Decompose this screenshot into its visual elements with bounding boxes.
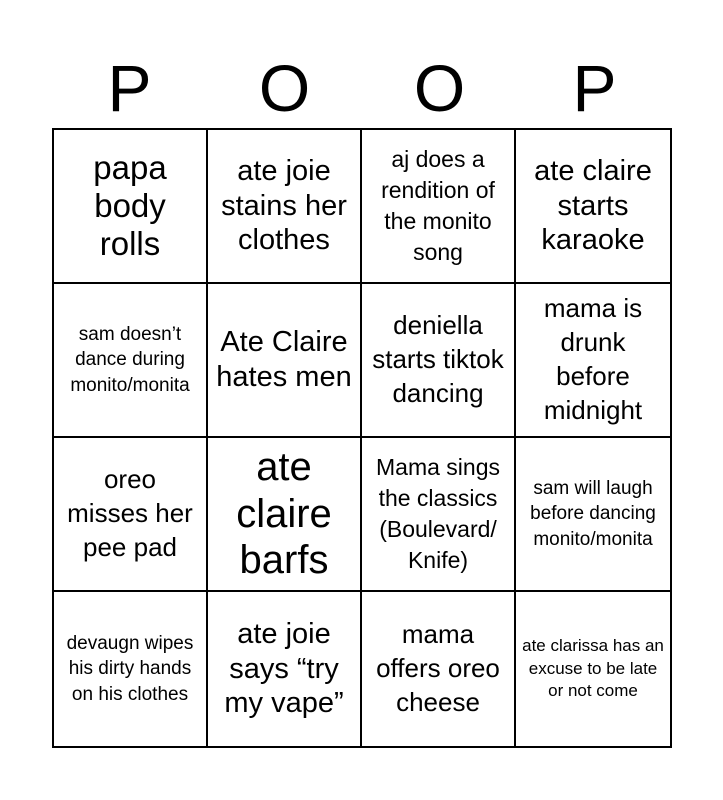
bingo-cell[interactable] xyxy=(362,284,516,438)
bingo-cell-text: papa body rolls xyxy=(93,148,167,263)
bingo-cell-text: devaugn wipes his dirty hands on his clothes xyxy=(66,633,194,705)
header-letter-4: P xyxy=(572,51,617,125)
bingo-cell-text: ate clarissa has an excuse to be late or not come xyxy=(522,635,664,701)
header-letter-2: O xyxy=(258,51,311,125)
bingo-cell[interactable] xyxy=(208,592,362,746)
bingo-cell[interactable] xyxy=(516,438,670,592)
bingo-cell-text: ate joie says “try my vape” xyxy=(224,617,344,720)
bingo-cell-text: sam will laugh before dancing monito/monita xyxy=(530,478,656,550)
bingo-cell[interactable] xyxy=(516,592,670,746)
bingo-cell[interactable] xyxy=(208,284,362,438)
bingo-cell[interactable] xyxy=(54,438,208,592)
bingo-cell-text: ate claire starts karaoke xyxy=(534,154,652,257)
bingo-cell-text: oreo misses her pee pad xyxy=(67,464,193,562)
bingo-cell[interactable] xyxy=(362,130,516,284)
bingo-header xyxy=(52,48,672,128)
bingo-cell[interactable] xyxy=(362,438,516,592)
bingo-cell[interactable] xyxy=(208,438,362,592)
header-letter-3: O xyxy=(413,51,466,125)
bingo-cell[interactable] xyxy=(516,130,670,284)
bingo-cell[interactable] xyxy=(362,592,516,746)
bingo-cell-text: mama offers oreo cheese xyxy=(376,619,500,717)
bingo-cell-text: ate joie stains her clothes xyxy=(221,154,347,257)
bingo-cell-text: sam doesn’t dance during monito/monita xyxy=(70,324,190,396)
bingo-cell[interactable] xyxy=(516,284,670,438)
bingo-cell[interactable] xyxy=(54,130,208,284)
bingo-cell[interactable] xyxy=(54,592,208,746)
bingo-cell-text: Mama sings the classics (Boulevard/ Knife) xyxy=(376,453,500,574)
bingo-cell-text: mama is drunk before midnight xyxy=(543,293,643,425)
bingo-cell-text: deniella starts tiktok dancing xyxy=(372,310,504,408)
bingo-board xyxy=(52,128,672,748)
header-letter-1: P xyxy=(107,51,152,125)
bingo-cell[interactable] xyxy=(54,284,208,438)
bingo-cell-text: aj does a rendition of the monito song xyxy=(381,145,495,266)
bingo-cell[interactable] xyxy=(208,130,362,284)
bingo-cell-text: ate claire barfs xyxy=(236,445,332,583)
bingo-cell-text: Ate Claire hates men xyxy=(216,326,352,393)
